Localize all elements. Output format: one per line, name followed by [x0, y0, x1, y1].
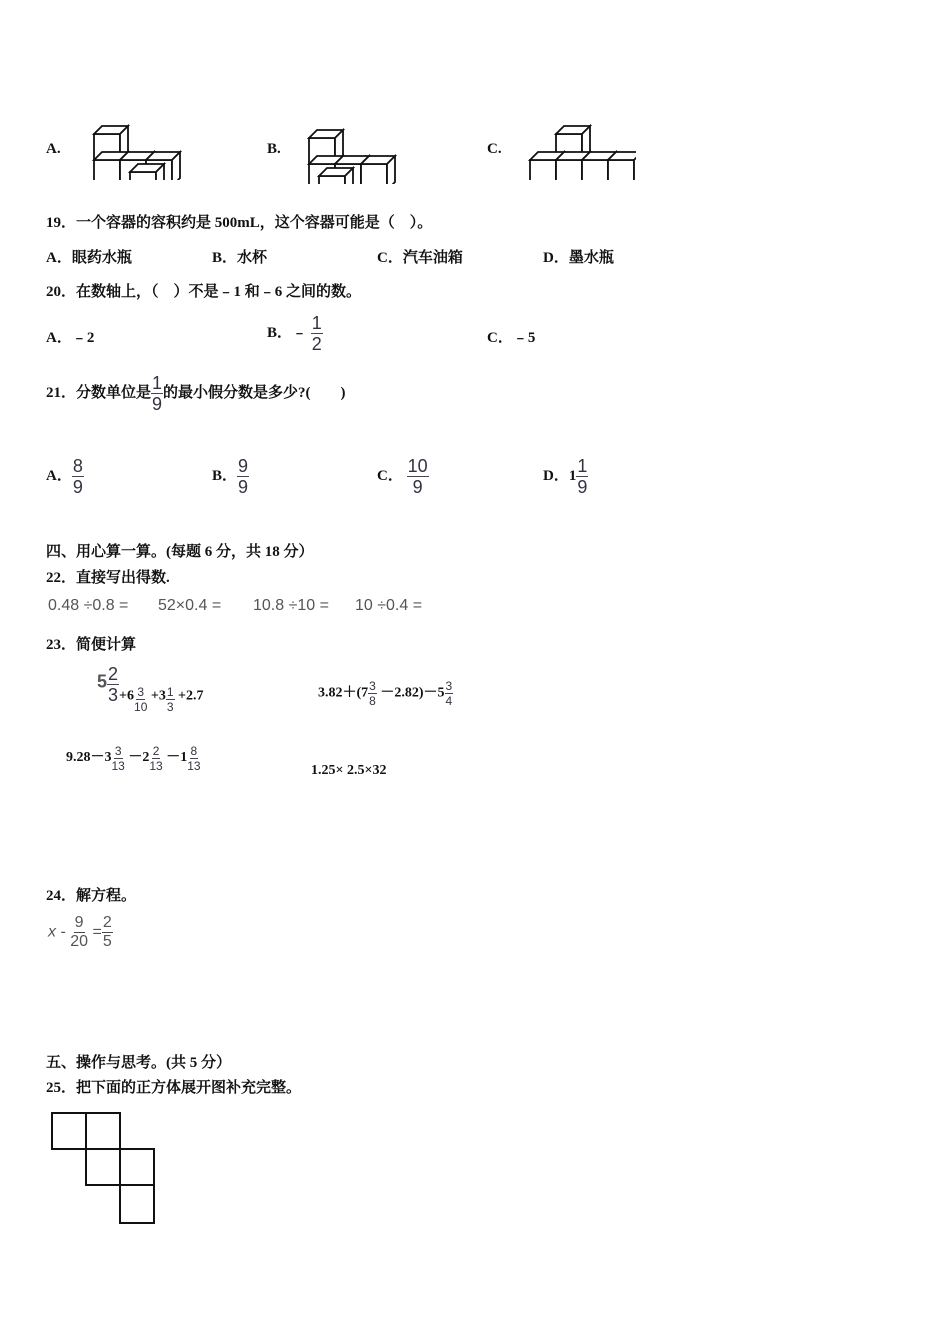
variable: x	[48, 923, 56, 941]
cube	[608, 152, 636, 180]
q21-stem-after: 的最小假分数是多少?( )	[163, 384, 346, 401]
fraction	[445, 680, 454, 707]
whole: 1	[568, 467, 577, 484]
numerator: 1	[311, 313, 322, 333]
whole: 5	[97, 671, 108, 692]
denominator: 2	[311, 334, 322, 354]
q19-option-c: C．汽车油箱	[377, 250, 463, 266]
term: +2.7	[178, 688, 204, 704]
q21-option-b	[212, 457, 249, 496]
q24-stem: 24．解方程。	[46, 888, 137, 904]
q22-stem: 22．直接写出得数.	[46, 570, 170, 586]
q19-option-b: B．水杯	[212, 250, 268, 266]
numerator: 10	[407, 456, 428, 476]
denominator: 5	[102, 933, 112, 950]
denominator: 9	[152, 394, 163, 414]
q22-item-3: 10.8 ÷10 =	[253, 597, 329, 614]
numerator: 3	[114, 744, 122, 758]
numerator: 1	[577, 456, 588, 476]
q23-expression-4: 1.25× 2.5×32	[311, 763, 387, 778]
q20-option-b-prefix: B．﹣	[267, 324, 308, 341]
q23-expression-3	[66, 745, 201, 772]
q21-stem-before: 21．分数单位是	[46, 384, 152, 401]
denominator: 3	[108, 685, 119, 705]
option-a-label: A.	[46, 141, 61, 157]
cube	[361, 156, 395, 184]
numerator: 2	[152, 744, 160, 758]
denominator: 13	[149, 759, 163, 773]
denominator: 9	[577, 477, 588, 497]
q25-stem: 25．把下面的正方体展开图补充完整。	[46, 1080, 302, 1096]
numerator: 3	[445, 679, 453, 693]
numerator: 9	[238, 456, 249, 476]
denominator: 9	[412, 477, 423, 497]
fraction	[70, 915, 88, 950]
q22-item-4: 10 ÷0.4 =	[355, 597, 423, 614]
q22-item-2: 52×0.4 =	[158, 597, 222, 614]
option-b-label: B.	[267, 141, 281, 157]
denominator: 20	[70, 933, 89, 950]
section-5-heading: 五、操作与思考。(共 5 分）	[46, 1055, 231, 1071]
operator: -	[60, 923, 66, 941]
fraction	[576, 457, 588, 496]
q20-option-a: A．﹣2	[46, 330, 95, 346]
q21-option-a	[46, 457, 84, 496]
cube-figure-a	[80, 100, 190, 180]
numerator: 2	[108, 664, 119, 684]
cube-figure-c	[516, 100, 636, 180]
q21-option-d	[543, 457, 588, 496]
numerator: 8	[190, 744, 198, 758]
fraction	[407, 457, 429, 496]
fraction	[311, 314, 323, 353]
label: D．	[543, 467, 569, 484]
numerator: 3	[137, 684, 145, 699]
term: +6	[119, 688, 135, 704]
numerator: 9	[74, 914, 84, 931]
q23-expression-1	[97, 665, 204, 713]
label: B．	[212, 467, 238, 484]
fraction	[187, 745, 200, 772]
denominator: 3	[166, 699, 174, 714]
q20-stem: 20．在数轴上，（ ）不是﹣1 和﹣6 之间的数。	[46, 284, 362, 300]
denominator: 9	[238, 477, 249, 497]
operator: =	[92, 923, 102, 941]
label: C．	[377, 467, 403, 484]
fraction	[166, 686, 175, 713]
q20-option-b	[267, 314, 323, 353]
denominator: 4	[445, 694, 453, 708]
fraction	[134, 686, 147, 713]
numerator: 1	[152, 373, 163, 393]
fraction	[112, 745, 125, 772]
numerator: 1	[166, 684, 174, 699]
option-c-label: C.	[487, 141, 502, 157]
cube	[319, 168, 353, 184]
denominator: 8	[369, 694, 376, 708]
denominator: 13	[187, 759, 201, 773]
denominator: 13	[111, 759, 125, 773]
fraction	[368, 680, 377, 707]
fraction	[151, 374, 163, 413]
q23-stem: 23．简便计算	[46, 637, 137, 653]
numerator: 3	[369, 679, 376, 693]
q19-option-d: D．墨水瓶	[543, 250, 614, 266]
q21-stem	[46, 374, 346, 413]
q24-equation	[48, 915, 113, 950]
q20-option-c: C．﹣5	[487, 330, 536, 346]
numerator: 2	[102, 914, 112, 931]
q23-expression-2	[318, 680, 453, 707]
term: －2	[128, 750, 150, 765]
cube-net-figure	[50, 1111, 160, 1227]
q19-option-a: A．眼药水瓶	[46, 250, 132, 266]
fraction	[149, 745, 162, 772]
fraction	[237, 457, 249, 496]
q21-option-c	[377, 457, 429, 496]
term: －1	[166, 750, 188, 765]
term: +3	[150, 688, 166, 704]
term: 9.28－3	[66, 750, 112, 765]
q19-stem: 19．一个容器的容积约是 500mL，这个容器可能是（ ）。	[46, 215, 433, 231]
denominator: 10	[134, 699, 148, 714]
label: A．	[46, 467, 72, 484]
section-4-heading: 四、用心算一算。(每题 6 分，共 18 分）	[46, 544, 314, 560]
cube	[130, 164, 164, 180]
term: 3.82＋(7	[318, 685, 369, 701]
fraction	[102, 915, 113, 950]
fraction	[72, 457, 84, 496]
cube-figure-b	[295, 104, 405, 184]
numerator: 8	[72, 456, 83, 476]
fraction	[107, 665, 119, 704]
denominator: 9	[72, 477, 83, 497]
q22-item-1: 0.48 ÷0.8 =	[48, 597, 129, 614]
term: －2.82)－5	[380, 685, 445, 701]
